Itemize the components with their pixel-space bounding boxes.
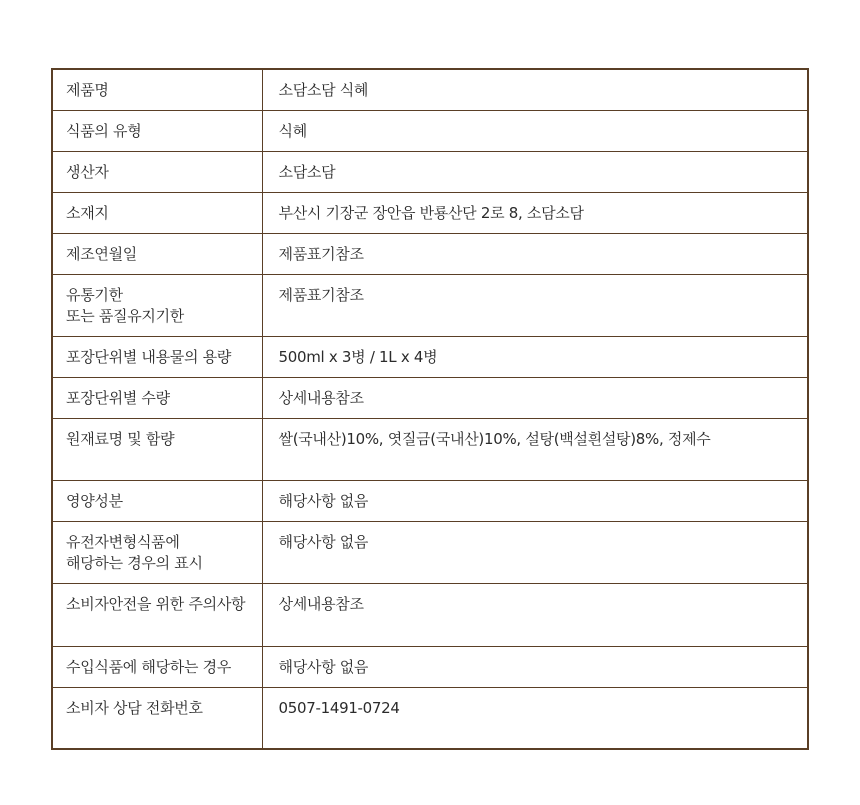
table-row (52, 687, 808, 749)
row-value-producer: 소담소담 (262, 151, 808, 192)
table-row (52, 521, 808, 583)
table-row (52, 69, 808, 110)
row-value-product-name: 소담소담 식혜 (262, 69, 808, 110)
row-label-safety-notice: 소비자안전을 위한 주의사항 (52, 583, 262, 646)
row-label-package-quantity: 포장단위별 수량 (52, 377, 262, 418)
row-label-gmo: 유전자변형식품에 해당하는 경우의 표시 (52, 521, 262, 583)
table-row (52, 480, 808, 521)
table-row (52, 274, 808, 336)
row-value-nutrition: 해당사항 없음 (262, 480, 808, 521)
row-label-imported-food: 수입식품에 해당하는 경우 (52, 646, 262, 687)
table-row (52, 110, 808, 151)
row-value-imported-food: 해당사항 없음 (262, 646, 808, 687)
row-label-location: 소재지 (52, 192, 262, 233)
row-value-manufacture-date: 제품표기참조 (262, 233, 808, 274)
table-row (52, 583, 808, 646)
row-value-consumer-phone: 0507-1491-0724 (262, 687, 808, 749)
table-row (52, 377, 808, 418)
row-value-location: 부산시 기장군 장안읍 반룡산단 2로 8, 소담소담 (262, 192, 808, 233)
table-row (52, 192, 808, 233)
row-label-producer: 생산자 (52, 151, 262, 192)
row-value-package-quantity: 상세내용참조 (262, 377, 808, 418)
row-label-expiry: 유통기한 또는 품질유지기한 (52, 274, 262, 336)
row-label-package-volume: 포장단위별 내용물의 용량 (52, 336, 262, 377)
table-row (52, 151, 808, 192)
row-label-nutrition: 영양성분 (52, 480, 262, 521)
row-label-manufacture-date: 제조연월일 (52, 233, 262, 274)
row-value-ingredients: 쌀(국내산)10%, 엿질금(국내산)10%, 설탕(백설흰설탕)8%, 정제수 (262, 418, 808, 480)
table-row (52, 646, 808, 687)
row-value-safety-notice: 상세내용참조 (262, 583, 808, 646)
row-value-food-type: 식혜 (262, 110, 808, 151)
table-row (52, 336, 808, 377)
row-label-food-type: 식품의 유형 (52, 110, 262, 151)
product-info-table (51, 68, 809, 750)
table-row (52, 233, 808, 274)
row-label-ingredients: 원재료명 및 함량 (52, 418, 262, 480)
row-value-expiry: 제품표기참조 (262, 274, 808, 336)
row-label-product-name: 제품명 (52, 69, 262, 110)
row-value-gmo: 해당사항 없음 (262, 521, 808, 583)
table-row (52, 418, 808, 480)
row-label-consumer-phone: 소비자 상담 전화번호 (52, 687, 262, 749)
row-value-package-volume: 500ml x 3병 / 1L x 4병 (262, 336, 808, 377)
